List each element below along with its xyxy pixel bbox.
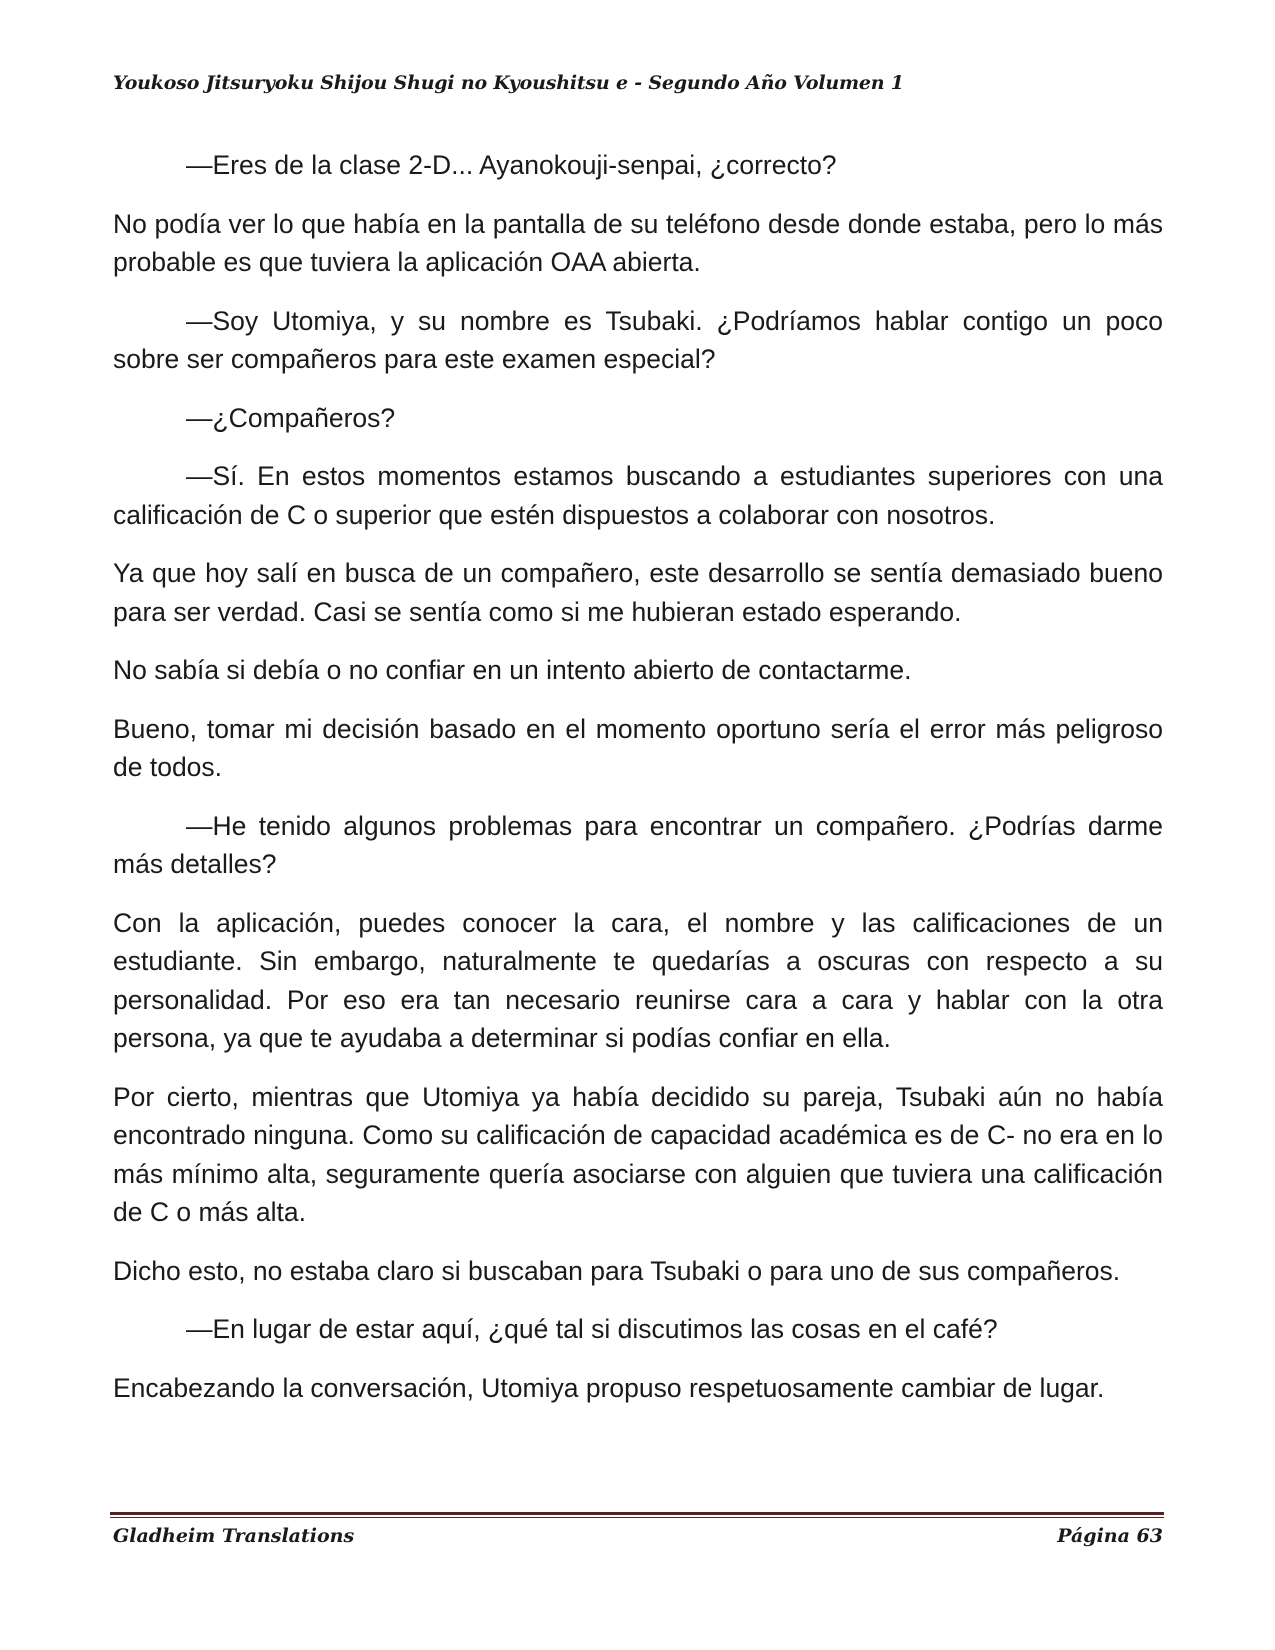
paragraph: No podía ver lo que había en la pantalla de su teléfono desde donde estaba, pero lo más probable es que tuviera la aplicación OAA abierta. <box>113 208 1163 277</box>
paragraph: Dicho esto, no estaba claro si buscaban para Tsubaki o para uno de sus compañeros. <box>113 1255 1121 1286</box>
paragraph: Por cierto, mientras que Utomiya ya había decidido su pareja, Tsubaki aún no había encontrado ninguna. Como su calificación de capacidad académica es de C- no era en lo más mínimo alta, seguramente quería asociarse con alguien que tuviera una calificación de C o más alta. <box>113 1081 1163 1227</box>
paragraph: No sabía si debía o no confiar en un intento abierto de contactarme. <box>113 655 912 685</box>
footer-credit: Gladheim Translations <box>113 1525 355 1547</box>
running-header: Youkoso Jitsuryoku Shijou Shugi no Kyoushitsu e - Segundo Año Volumen 1 <box>113 72 904 94</box>
footer-divider-thin <box>110 1517 1164 1518</box>
paragraph: —Sí. En estos momentos estamos buscando a estudiantes superiores con una calificación de C o superior que estén dispuestos a colaborar con nosotros. <box>113 461 1163 530</box>
paragraph: —He tenido algunos problemas para encontrar un compañero. ¿Podrías darme más detalles? <box>113 810 1163 879</box>
paragraph: —Soy Utomiya, y su nombre es Tsubaki. ¿Podríamos hablar contigo un poco sobre ser compañeros para este examen especial? <box>113 305 1163 374</box>
footer-divider <box>110 1512 1164 1518</box>
page-number: Página 63 <box>1057 1525 1163 1547</box>
paragraph: —Eres de la clase 2-D... Ayanokouji-senpai, ¿correcto? <box>186 150 837 180</box>
paragraph: Encabezando la conversación, Utomiya propuso respetuosamente cambiar de lugar. <box>113 1372 1105 1403</box>
footer-divider-thick <box>110 1512 1164 1515</box>
paragraph: —En lugar de estar aquí, ¿qué tal si discutimos las cosas en el café? <box>186 1314 998 1344</box>
page-body <box>113 146 1163 1427</box>
paragraph: —¿Compañeros? <box>186 402 396 433</box>
paragraph: Con la aplicación, puedes conocer la cara, el nombre y las calificaciones de un estudiante. Sin embargo, naturalmente te quedarías a oscuras con respecto a su personalidad. Por eso era tan necesario reunirse cara a cara y hablar con la otra persona, ya que te ayudaba a determinar si podías confiar en ella. <box>113 907 1163 1053</box>
paragraph: Ya que hoy salí en busca de un compañero, este desarrollo se sentía demasiado bueno para ser verdad. Casi se sentía como si me hubieran estado esperando. <box>113 558 1163 627</box>
paragraph: Bueno, tomar mi decisión basado en el momento oportuno sería el error más peligroso de todos. <box>113 713 1163 782</box>
